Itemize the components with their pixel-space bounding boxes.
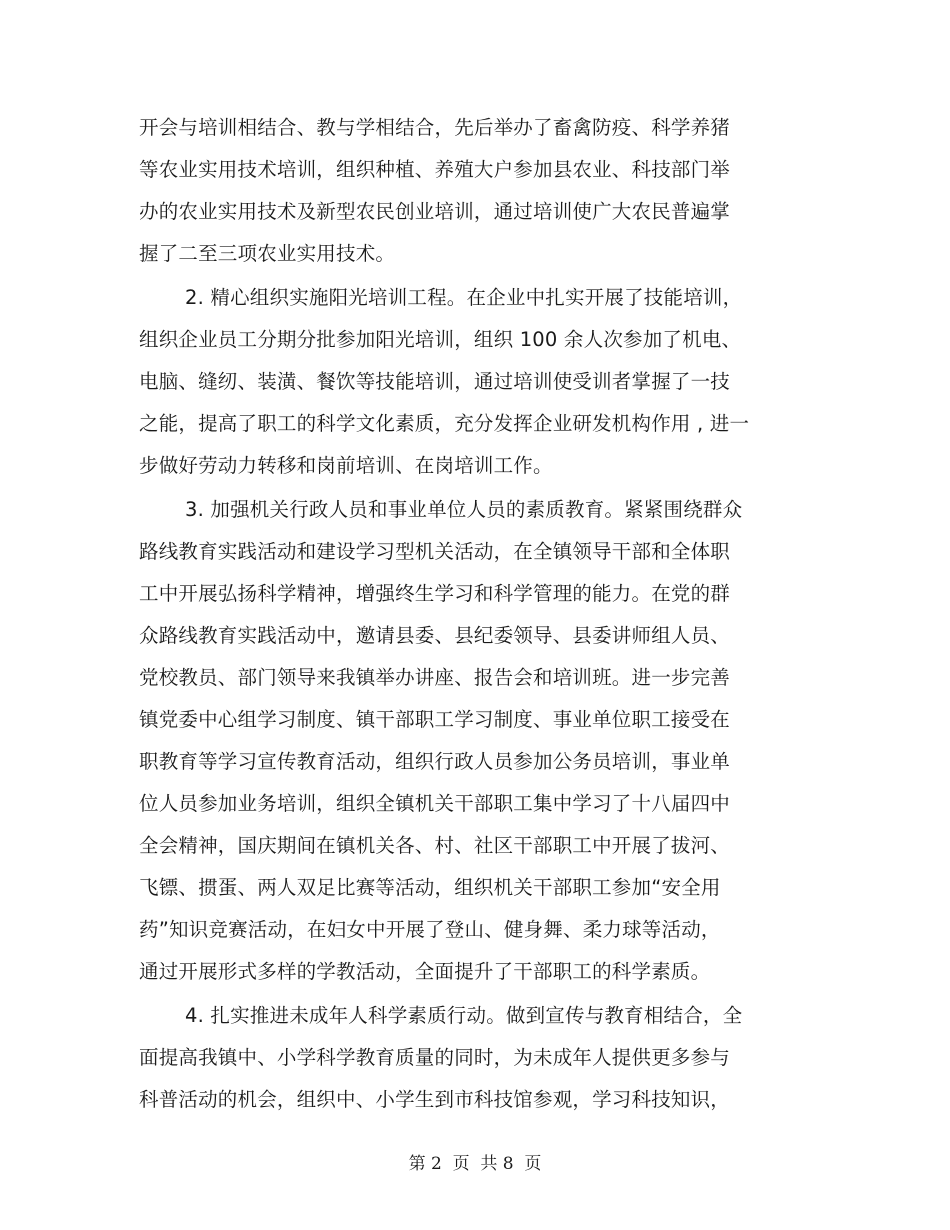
body-text-line: 党校教员、部门领导来我镇举办讲座、报告会和培训班。进一步完善 <box>139 666 731 689</box>
body-text-line: 飞镖、掼蛋、两人双足比赛等活动，组织机关干部职工参加“安全用 <box>139 876 721 899</box>
body-text-line: 科普活动的机会，组织中、小学生到市科技馆参观，学习科技知识， <box>139 1088 731 1111</box>
body-text-line: 全会精神，国庆期间在镇机关各、村、社区干部职工中开展了拔河、 <box>139 834 731 857</box>
body-text-line: 路线教育实践活动和建设学习型机关活动，在全镇领导干部和全体职 <box>139 540 731 563</box>
page-number-footer: 第 2 页 共 8 页 <box>408 1154 542 1174</box>
paragraph-2-first-line: 2. 精心组织实施阳光培训工程。在企业中扎实开展了技能培训， <box>185 286 743 309</box>
body-text-line: 工中开展弘扬科学精神，增强终生学习和科学管理的能力。在党的群 <box>139 582 731 605</box>
body-text-line: 通过开展形式多样的学教活动，全面提升了干部职工的科学素质。 <box>139 960 711 983</box>
body-text-line: 等农业实用技术培训，组织种植、养殖大户参加县农业、科技部门举 <box>139 158 731 181</box>
body-text-line: 镇党委中心组学习制度、镇干部职工学习制度、事业单位职工接受在 <box>139 708 731 731</box>
body-text-line: 职教育等学习宣传教育活动，组织行政人员参加公务员培训，事业单 <box>139 750 731 773</box>
body-text-line: 众路线教育实践活动中，邀请县委、县纪委领导、县委讲师组人员、 <box>139 624 731 647</box>
body-text-line: 电脑、缝纫、装潢、餐饮等技能培训，通过培训使受训者掌握了一技 <box>139 370 731 393</box>
body-text-line: 药”知识竞赛活动，在妇女中开展了登山、健身舞、柔力球等活动， <box>139 918 721 941</box>
body-text-line: 组织企业员工分期分批参加阳光培训，组织 100 余人次参加了机电、 <box>139 328 742 351</box>
paragraph-3-first-line: 3. 加强机关行政人员和事业单位人员的素质教育。紧紧围绕群众 <box>185 498 743 521</box>
body-text-line: 办的农业实用技术及新型农民创业培训，通过培训使广大农民普遍掌 <box>139 200 731 223</box>
body-text-line: 面提高我镇中、小学科学教育质量的同时，为未成年人提供更多参与 <box>139 1046 731 1069</box>
paragraph-4-first-line: 4. 扎实推进未成年人科学素质行动。做到宣传与教育相结合，全 <box>185 1004 743 1027</box>
body-text-line: 握了二至三项农业实用技术。 <box>139 242 396 265</box>
body-text-line: 位人员参加业务培训，组织全镇机关干部职工集中学习了十八届四中 <box>139 792 731 815</box>
body-text-line: 步做好劳动力转移和岗前培训、在岗培训工作。 <box>139 454 553 477</box>
body-text-line: 之能，提高了职工的科学文化素质，充分发挥企业研发机构作用 , 进一 <box>139 412 750 435</box>
body-text-line: 开会与培训相结合、教与学相结合，先后举办了畜禽防疫、科学养猪 <box>139 116 731 139</box>
